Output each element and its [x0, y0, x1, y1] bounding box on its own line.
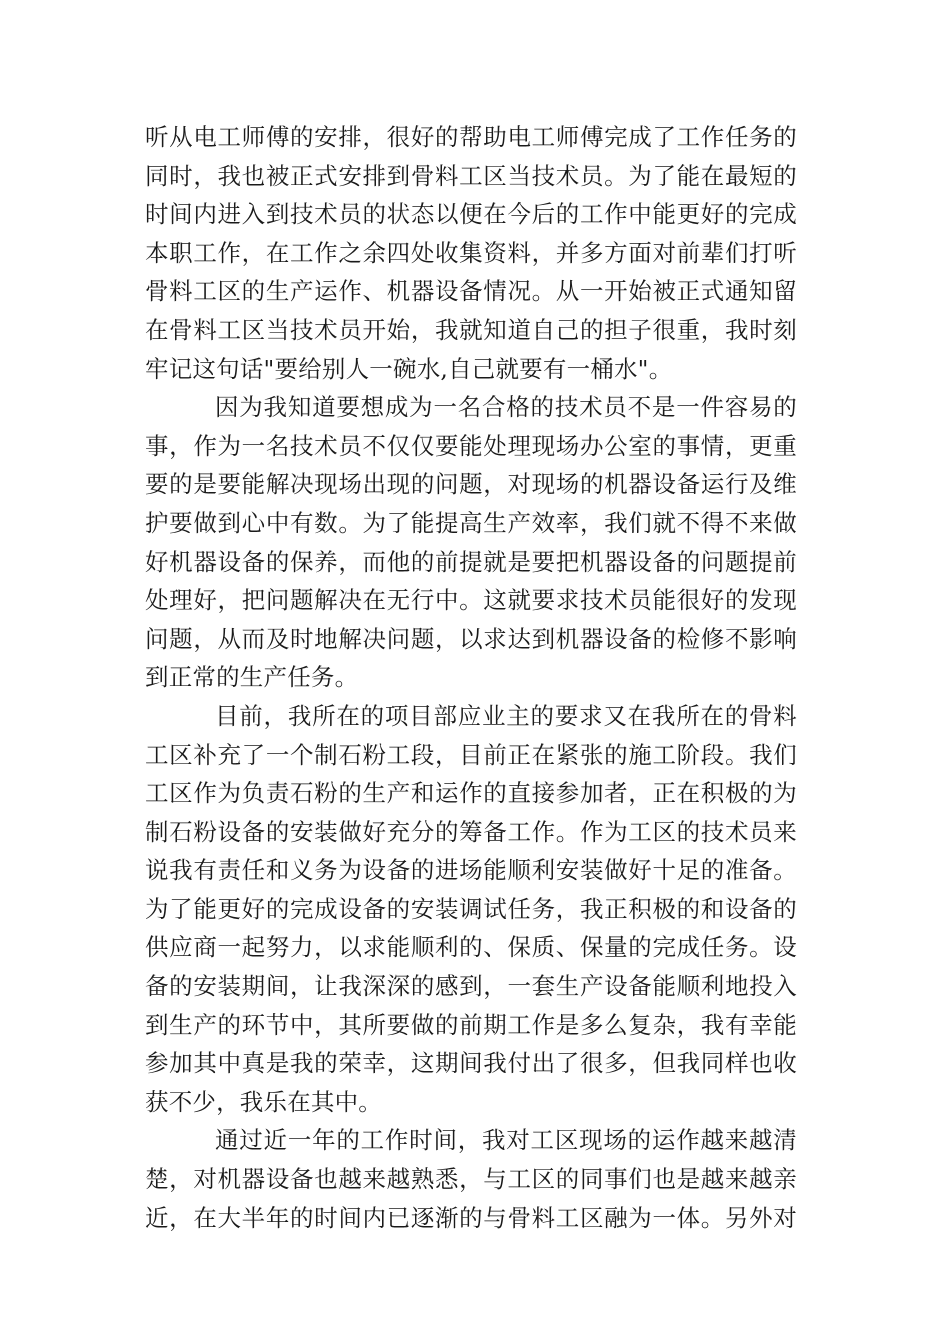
paragraph-4-line-3: 近，在大半年的时间内已逐渐的与骨料工区融为一体。另外对	[145, 1203, 797, 1232]
paragraph-3-line-7: 供应商一起努力，以求能顺利的、保质、保量的完成任务。设	[145, 933, 797, 962]
paragraph-1-line-5: 骨料工区的生产运作、机器设备情况。从一开始被正式通知留	[145, 277, 797, 306]
paragraph-3-line-4: 制石粉设备的安装做好充分的筹备工作。作为工区的技术员来	[145, 817, 797, 846]
paragraph-1-line-4: 本职工作，在工作之余四处收集资料，并多方面对前辈们打听	[145, 238, 797, 267]
paragraph-3-line-5: 说我有责任和义务为设备的进场能顺利安装做好十足的准备。	[145, 856, 797, 885]
paragraph-4-line-2: 楚，对机器设备也越来越熟悉，与工区的同事们也是越来越亲	[145, 1165, 797, 1194]
paragraph-1-line-3: 时间内进入到技术员的状态以便在今后的工作中能更好的完成	[145, 200, 797, 229]
paragraph-3-line-1: 目前，我所在的项目部应业主的要求又在我所在的骨料	[215, 701, 797, 730]
paragraph-2-line-5: 好机器设备的保养，而他的前提就是要把机器设备的问题提前	[145, 547, 797, 576]
paragraph-2-line-6: 处理好，把问题解决在无行中。这就要求技术员能很好的发现	[145, 586, 797, 615]
paragraph-3-line-2: 工区补充了一个制石粉工段，目前正在紧张的施工阶段。我们	[145, 740, 797, 769]
paragraph-1-line-7: 牢记这句话"要给别人一碗水,自己就要有一桶水"。	[145, 354, 673, 383]
paragraph-4-line-1: 通过近一年的工作时间，我对工区现场的运作越来越清	[215, 1126, 797, 1155]
paragraph-1-line-1: 听从电工师傅的安排，很好的帮助电工师傅完成了工作任务的	[145, 123, 797, 151]
paragraph-3-line-10: 参加其中真是我的荣幸，这期间我付出了很多，但我同样也收	[145, 1049, 797, 1078]
paragraph-1-line-2: 同时，我也被正式安排到骨料工区当技术员。为了能在最短的	[145, 161, 797, 190]
paragraph-2-line-4: 护要做到心中有数。为了能提高生产效率，我们就不得不来做	[145, 508, 797, 537]
paragraph-3-line-6: 为了能更好的完成设备的安装调试任务，我正积极的和设备的	[145, 894, 797, 923]
paragraph-2-line-3: 要的是要能解决现场出现的问题，对现场的机器设备运行及维	[145, 470, 797, 499]
paragraph-3-line-3: 工区作为负责石粉的生产和运作的直接参加者，正在积极的为	[145, 779, 797, 808]
paragraph-3-line-11: 获不少，我乐在其中。	[145, 1087, 382, 1116]
paragraph-2-line-2: 事，作为一名技术员不仅仅要能处理现场办公室的事情，更重	[145, 431, 797, 460]
paragraph-1-line-6: 在骨料工区当技术员开始，我就知道自己的担子很重，我时刻	[145, 315, 797, 344]
paragraph-3-line-8: 备的安装期间，让我深深的感到，一套生产设备能顺利地投入	[145, 972, 797, 1001]
paragraph-3-line-9: 到生产的环节中，其所要做的前期工作是多么复杂，我有幸能	[145, 1010, 797, 1039]
paragraph-2-line-8: 到正常的生产任务。	[145, 663, 359, 692]
paragraph-2-line-1: 因为我知道要想成为一名合格的技术员不是一件容易的	[215, 393, 797, 422]
document-body	[145, 118, 797, 1237]
paragraph-2-line-7: 问题，从而及时地解决问题，以求达到机器设备的检修不影响	[145, 624, 797, 653]
